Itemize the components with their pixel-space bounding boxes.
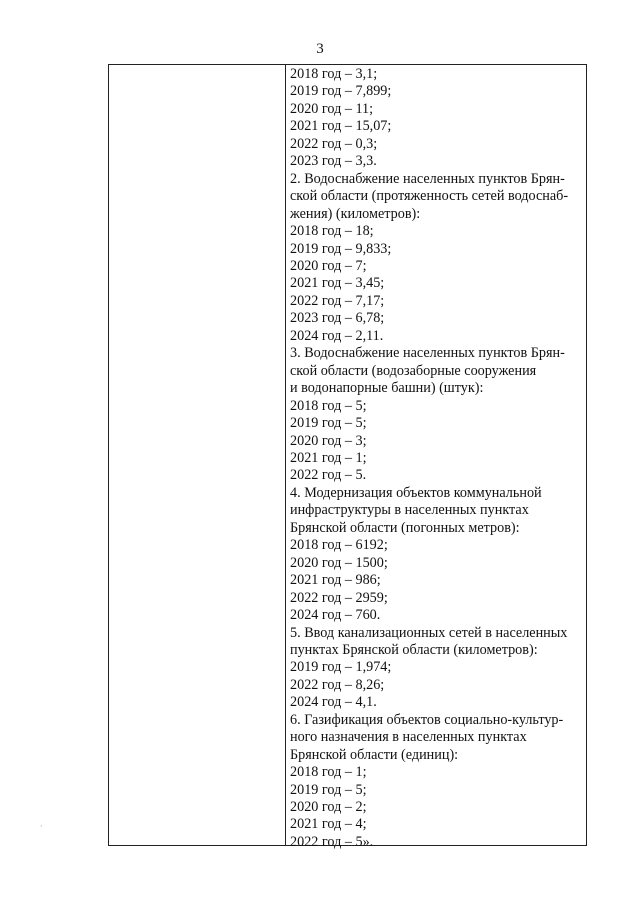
- section-heading-line: 4. Модернизация объектов коммунальной: [290, 484, 542, 501]
- text-line: 2020 год – 1500;: [290, 554, 388, 571]
- text-line: 2018 год – 1;: [290, 764, 367, 781]
- text-line: 2021 год – 15,07;: [290, 118, 392, 135]
- scan-speck: ·: [40, 822, 43, 831]
- text-line: 2023 год – 6,78;: [290, 310, 385, 327]
- text-line: 2021 год – 3,45;: [290, 275, 385, 292]
- text-line: 2018 год – 18;: [290, 223, 374, 240]
- text-line: 2018 год – 6192;: [290, 537, 388, 554]
- text-line: 2018 год – 3,1;: [290, 66, 378, 82]
- text-line: 2021 год – 4;: [290, 816, 367, 833]
- text-line: 2021 год – 986;: [290, 572, 381, 589]
- text-line: 2019 год – 5;: [290, 781, 367, 798]
- text-line: 2024 год – 4,1.: [290, 694, 377, 711]
- section-heading-line: Брянской области (погонных метров):: [290, 519, 520, 536]
- text-line: 2021 год – 1;: [290, 449, 367, 466]
- text-line: 2019 год – 5;: [290, 415, 367, 432]
- text-line: 2023 год – 3,3.: [290, 153, 377, 170]
- text-line: 2024 год – 760.: [290, 607, 381, 624]
- section-heading-line: ного назначения в населенных пунктах: [290, 729, 527, 746]
- section-heading-line: и водонапорные башни) (штук):: [290, 380, 484, 397]
- section-heading-line: жения) (километров):: [290, 205, 421, 222]
- text-line: 2019 год – 7,899;: [290, 83, 392, 100]
- section-heading-line: Брянской области (единиц):: [290, 746, 459, 763]
- text-line: 2019 год – 1,974;: [290, 659, 392, 676]
- text-line: 2020 год – 11;: [290, 100, 374, 117]
- page-number: 3: [316, 41, 324, 57]
- content-table: [108, 64, 587, 850]
- text-line: 2022 год – 0,3;: [290, 135, 378, 152]
- section-heading-line: 5. Ввод канализационных сетей в населенных: [290, 624, 568, 641]
- text-line: 2022 год – 2959;: [290, 589, 388, 606]
- text-line: 2020 год – 7;: [290, 257, 367, 274]
- text-line: 2020 год – 2;: [290, 799, 367, 816]
- section-heading-line: 6. Газификация объектов социально-культур-: [290, 711, 564, 728]
- section-heading-line: пунктах Брянской области (километров):: [290, 641, 538, 658]
- text-line: 2018 год – 5;: [290, 397, 367, 414]
- text-line: 2022 год – 8,26;: [290, 676, 385, 693]
- section-heading-line: ской области (протяженность сетей водоснаб-: [290, 188, 569, 205]
- text-line: 2022 год – 7,17;: [290, 292, 385, 309]
- text-line: 2020 год – 3;: [290, 432, 367, 449]
- text-line: 2019 год – 9,833;: [290, 240, 392, 257]
- text-line: 2022 год – 5».: [290, 833, 374, 850]
- section-heading-line: инфраструктуры в населенных пунктах: [290, 502, 529, 519]
- column-divider: [285, 65, 286, 845]
- indicator-column: [290, 66, 584, 851]
- section-heading-line: 2. Водоснабжение населенных пунктов Брян-: [290, 170, 565, 187]
- section-heading-line: ской области (водозаборные сооружения: [290, 362, 537, 379]
- text-line: 2022 год – 5.: [290, 467, 367, 484]
- text-line: 2024 год – 2,11.: [290, 327, 384, 344]
- section-heading-line: 3. Водоснабжение населенных пунктов Брян-: [290, 345, 565, 362]
